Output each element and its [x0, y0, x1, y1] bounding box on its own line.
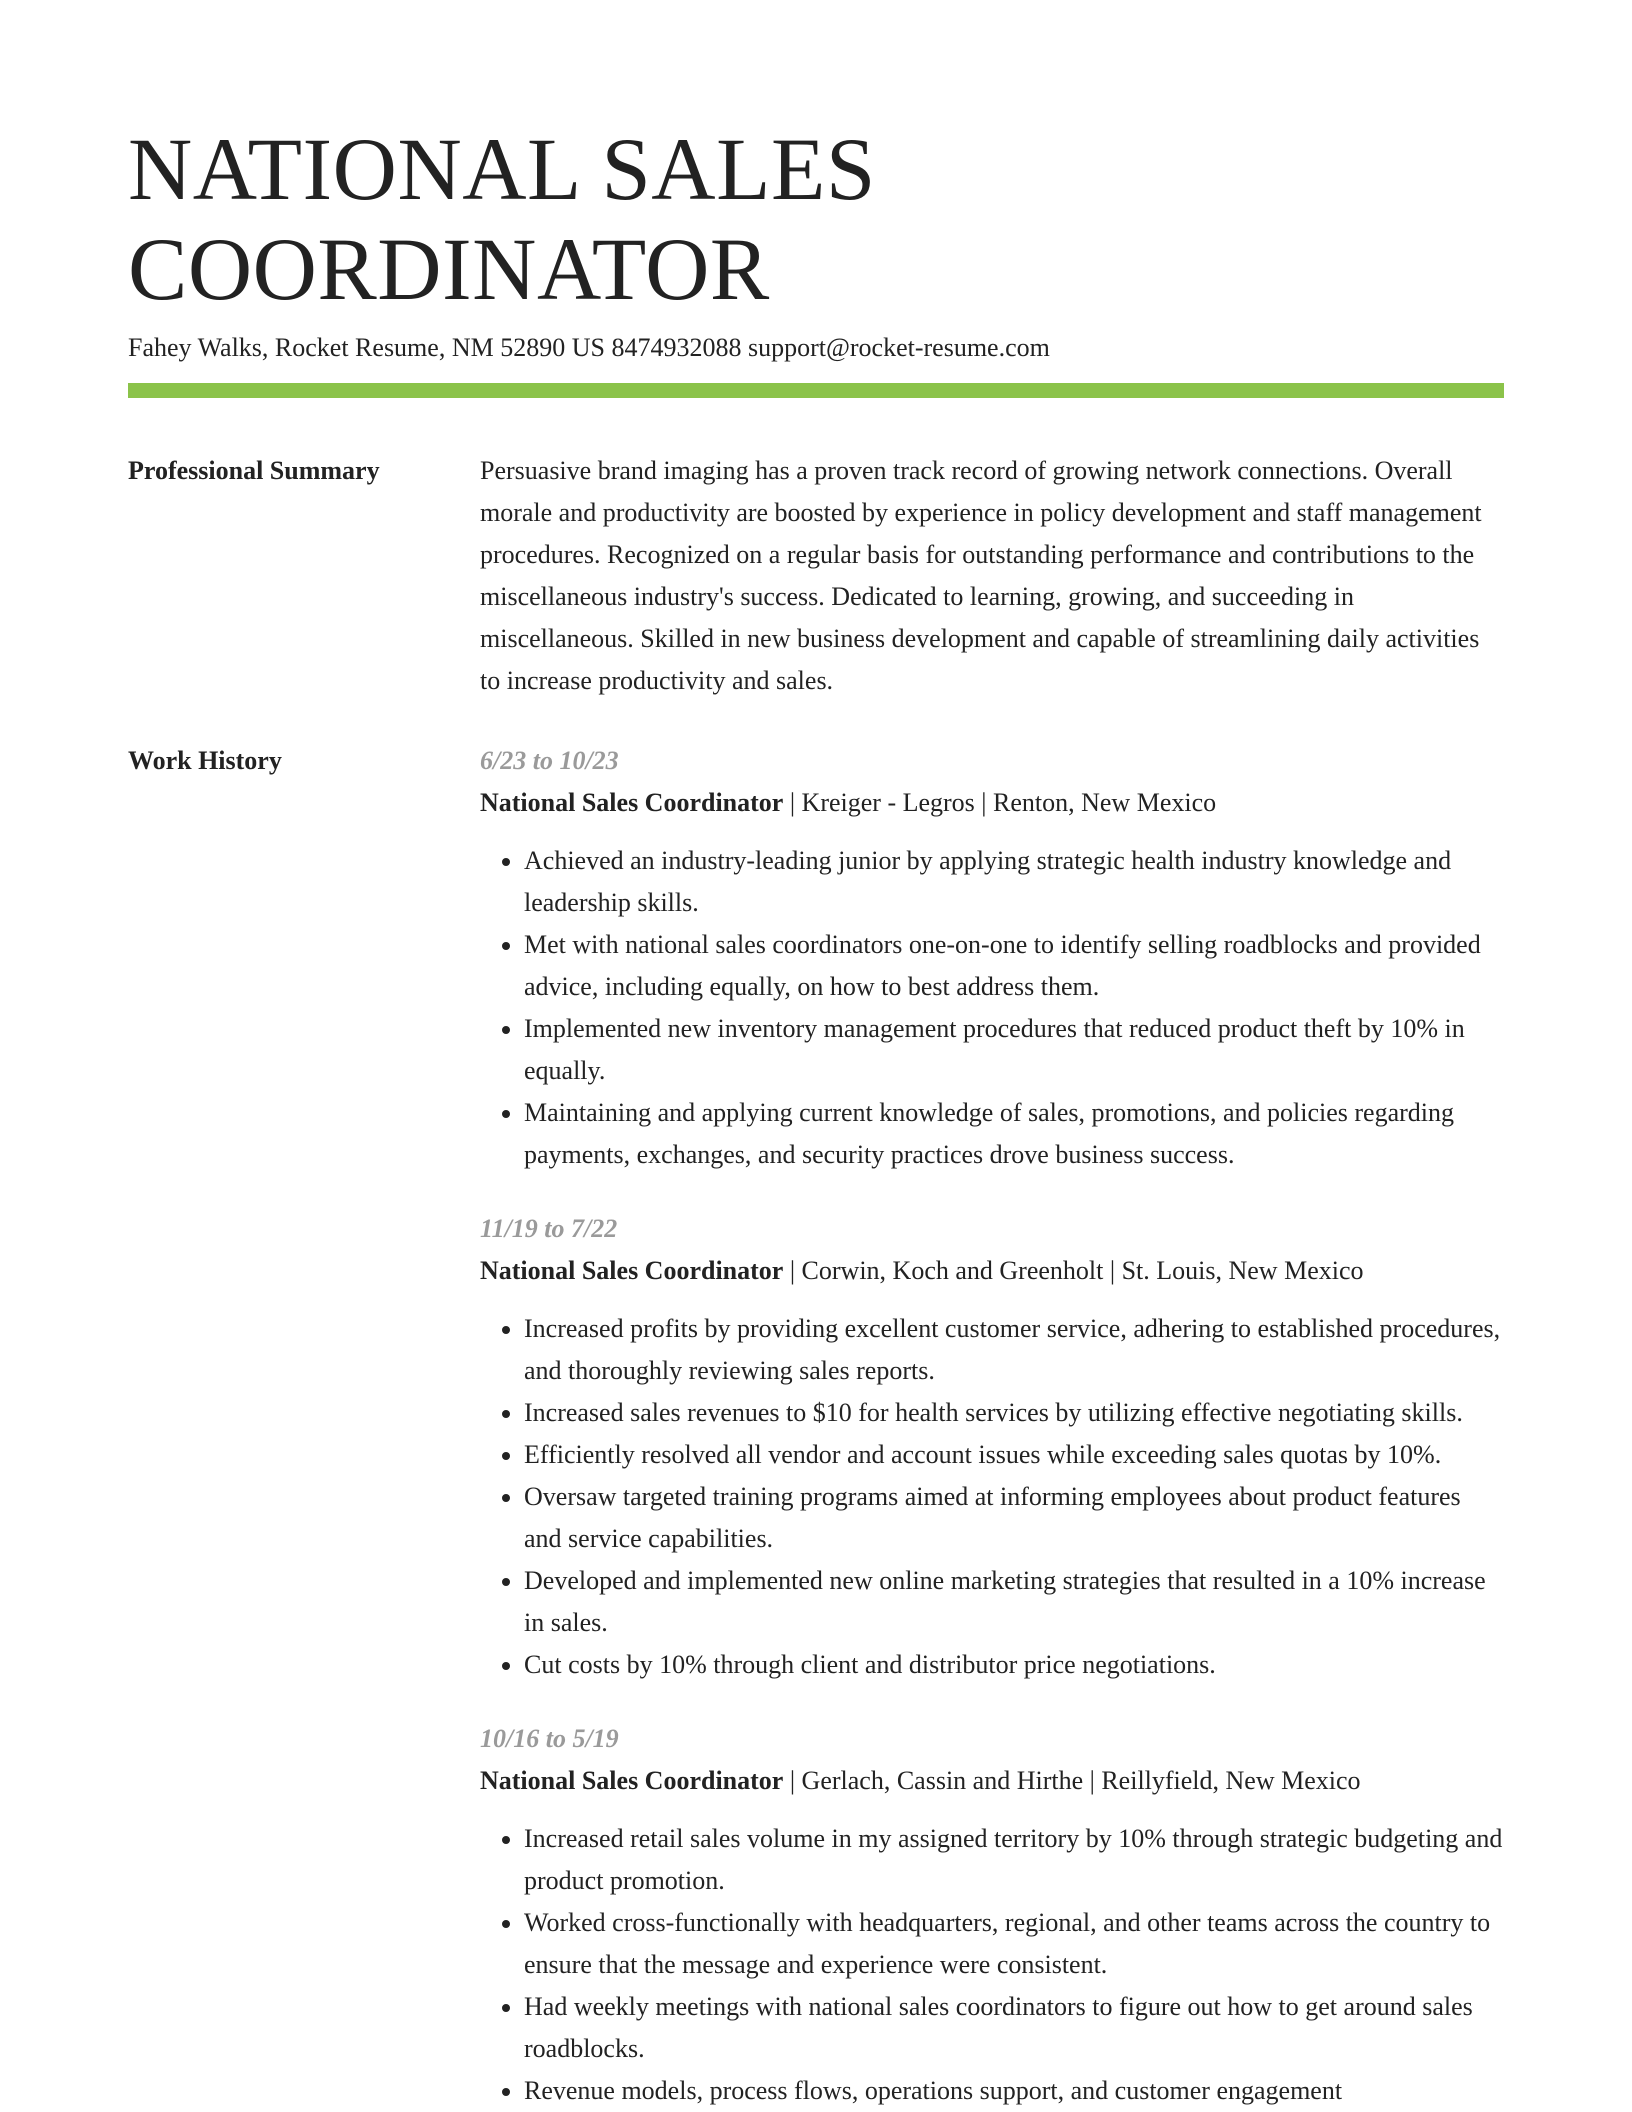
job-bullet: • Worked cross-functionally with headquarters, regional, and other teams across the country to ensure that the message and experience were consistent.	[524, 1902, 1504, 1986]
job-bullet: • Revenue models, process flows, operations support, and customer engagement	[524, 2070, 1504, 2112]
accent-divider	[128, 383, 1504, 398]
job-details: | Corwin, Koch and Greenholt | St. Louis, New Mexico	[783, 1256, 1364, 1285]
job-bullet: • Oversaw targeted training programs aimed at informing employees about product features and service capabilities.	[524, 1476, 1504, 1560]
summary-text: Persuasive brand imaging has a proven track record of growing network connections. Overall morale and productivity are boosted by experience in policy development and staff management procedures. Recognized on a regular basis for outstanding performance and contributions to the miscellaneous industry's success. Dedicated to learning, growing, and succeeding in miscellaneous. Skilled in new business development and capable of streamlining daily activities to increase productivity and sales.	[480, 456, 1482, 695]
job-title: National Sales Coordinator	[480, 1256, 784, 1285]
job-heading	[480, 1250, 1504, 1292]
job-title: National Sales Coordinator	[480, 788, 784, 817]
job-heading	[480, 782, 1504, 824]
resume-page	[128, 0, 1504, 2112]
summary-section	[128, 450, 1504, 702]
job-entry	[480, 740, 1504, 1176]
work-history-section	[128, 740, 1504, 2112]
job-bullets	[480, 1308, 1504, 1686]
job-entry	[480, 1718, 1504, 2112]
job-title: National Sales Coordinator	[480, 1766, 784, 1795]
job-details: | Gerlach, Cassin and Hirthe | Reillyfield, New Mexico	[783, 1766, 1361, 1795]
summary-heading: Professional Summary	[128, 456, 380, 485]
job-bullet: • Efficiently resolved all vendor and account issues while exceeding sales quotas by 10%.	[524, 1434, 1504, 1476]
job-bullet: • Maintaining and applying current knowledge of sales, promotions, and policies regarding payments, exchanges, and security practices drove business success.	[524, 1092, 1504, 1176]
job-bullet: • Met with national sales coordinators one-on-one to identify selling roadblocks and provided advice, including equally, on how to best address them.	[524, 924, 1504, 1008]
work-history-heading: Work History	[128, 746, 282, 775]
job-heading	[480, 1760, 1504, 1802]
job-dates: 10/16 to 5/19	[480, 1724, 619, 1753]
job-details: | Kreiger - Legros | Renton, New Mexico	[783, 788, 1217, 817]
job-entry	[480, 1208, 1504, 1686]
job-bullet: • Implemented new inventory management procedures that reduced product theft by 10% in equally.	[524, 1008, 1504, 1092]
job-bullet: • Developed and implemented new online marketing strategies that resulted in a 10% increase in sales.	[524, 1560, 1504, 1644]
job-bullets	[480, 1818, 1504, 2112]
job-bullets	[480, 840, 1504, 1176]
job-bullet: • Cut costs by 10% through client and distributor price negotiations.	[524, 1644, 1504, 1686]
job-dates: 6/23 to 10/23	[480, 746, 619, 775]
resume-name: NATIONAL SALES COORDINATOR	[128, 121, 876, 319]
job-bullet: • Increased profits by providing excellent customer service, adhering to established procedures, and thoroughly reviewing sales reports.	[524, 1308, 1504, 1392]
job-bullet: • Had weekly meetings with national sales coordinators to figure out how to get around sales roadblocks.	[524, 1986, 1504, 2070]
contact-info: Fahey Walks, Rocket Resume, NM 52890 US 8474932088 support@rocket-resume.com	[128, 333, 1050, 362]
job-bullet: • Increased retail sales volume in my assigned territory by 10% through strategic budgeting and product promotion.	[524, 1818, 1504, 1902]
job-dates: 11/19 to 7/22	[480, 1214, 618, 1243]
job-bullet: • Achieved an industry-leading junior by applying strategic health industry knowledge and leadership skills.	[524, 840, 1504, 924]
job-bullet: • Increased sales revenues to $10 for health services by utilizing effective negotiating skills.	[524, 1392, 1504, 1434]
